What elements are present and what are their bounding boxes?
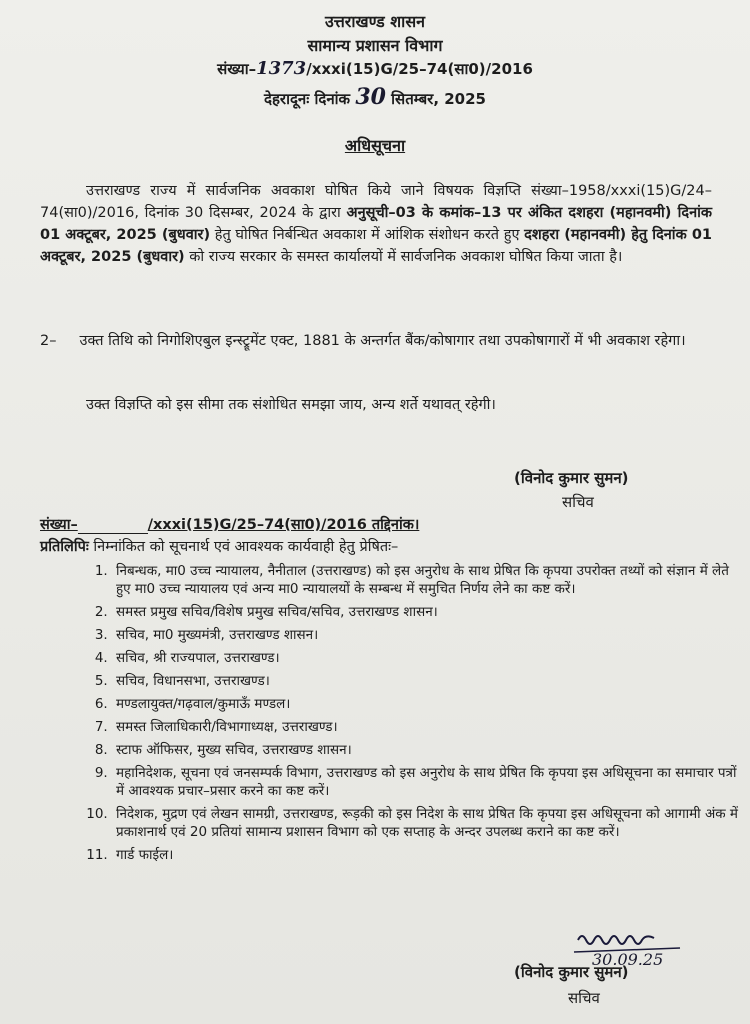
government-name: उत्तराखण्ड शासन [324,12,426,31]
date-prefix: देहरादूनः दिनांक [264,90,351,108]
handwritten-date-day: 30 [355,84,386,110]
recipient-item: 2. समस्त प्रमुख सचिव/विशेष प्रमुख सचिव/सचिव, उत्तराखण्ड शासन। [112,603,742,621]
reference-number [0,58,750,79]
recipient-list [82,562,742,869]
copy-to-label: प्रतिलिपिः [40,539,89,555]
recipient-item: 5. सचिव, विधानसभा, उत्तराखण्ड। [112,672,742,690]
recipient-item: 11. गार्ड फाईल। [112,846,742,864]
signatory-2-name: (विनोद कुमार सुमन) [514,963,629,981]
paragraph-1 [40,180,712,268]
department-name: सामान्य प्रशासन विभाग [307,36,443,55]
reference-prefix: संख्या– [217,60,257,78]
recipient-item: 8. स्टाफ ऑफिसर, मुख्य सचिव, उत्तराखण्ड शासन। [112,741,742,759]
signatory-name: (विनोद कुमार सुमन) [514,469,629,487]
recipient-item: 9. महानिदेशक, सूचना एवं जनसम्पर्क विभाग, उत्तराखण्ड को इस अनुरोध के साथ प्रेषित कि कृपया इस अधिसूचना का समाचार पत्रों में आवश्यक प्रचार–प्रसार करने का कष्ट करें। [112,764,742,800]
paragraph-1-text-c: को राज्य सरकार के समस्त कार्यालयों में सार्वजनिक अवकाश घोषित किया जाता है। [184,249,623,265]
recipient-item: 1. निबन्धक, मा0 उच्च न्यायालय, नैनीताल (उत्तराखण्ड) को इस अनुरोध के साथ प्रेषित कि कृपया उपरोक्त तथ्यों को संज्ञान में लेते हुए मा0 उच्च न्यायालय एवं अन्य मा0 न्यायालयों के सम्बन्ध में समुचित निर्णय लेने का कष्ट करें। [112,562,742,598]
recipient-item: 10. निदेशक, मुद्रण एवं लेखन सामग्री, उत्तराखण्ड, रूड़की को इस निदेश के साथ प्रेषित कि कृपया इस अधिसूचना को आगामी अंक में प्रकाशनार्थ एवं 20 प्रतियां सामान्य प्रशासन विभाग को एक सप्ताह के अन्दर उपलब्ध कराने का कष्ट करें। [112,805,742,841]
copy-to-line [40,536,720,556]
paragraph-1-text-a: उत्तराखण्ड राज्य में सार्वजनिक अवकाश घोषित किये जाने विषयक विज्ञप्ति संख्या–1958/xxxi(15)G/24–74(सा0)/2016, दिनांक 30 दिसम्बर, 2024 के द्वारा [40,183,712,221]
signatory-2-designation: सचिव [568,989,600,1007]
paragraph-1-bold-b: दशहरा (महानवमी) हेतु दिनांक 01 अक्टूबर, 2025 (बुधवार) [40,227,712,265]
blank-number-line [78,517,148,534]
paragraph-1-text-b: हेतु घोषित निर्बन्धित अवकाश में आंशिक संशोधन करते हुए [210,227,525,243]
endorsement-reference [40,514,480,534]
endorsement-ref-suffix: /xxxi(15)G/25–74(सा0)/2016 तद्दिनांक। [147,517,420,533]
recipient-item: 7. समस्त जिलाधिकारी/विभागाध्यक्ष, उत्तराखण्ड। [112,718,742,736]
recipient-item: 6. मण्डलायुक्त/गढ़वाल/कुमाऊँ मण्डल। [112,695,742,713]
issue-date [0,84,750,110]
recipient-item: 4. सचिव, श्री राज्यपाल, उत्तराखण्ड। [112,649,742,667]
endorsement-ref-label: संख्या– [40,517,78,533]
date-suffix: सितम्बर, 2025 [391,90,486,108]
handwritten-reference-number: 1373 [256,58,307,79]
reference-suffix: /xxxi(15)G/25–74(सा0)/2016 [306,60,533,78]
paragraph-3: उक्त विज्ञप्ति को इस सीमा तक संशोधित समझा जाय, अन्य शर्ते यथावत् रहेगी। [86,397,496,413]
document-title: अधिसूचना [344,136,406,155]
recipient-item: 3. सचिव, मा0 मुख्यमंत्री, उत्तराखण्ड शासन। [112,626,742,644]
paragraph-1-bold-a: अनुसूची–03 के कमांक–13 पर अंकित दशहरा (महानवमी) दिनांक 01 अक्टूबर, 2025 (बुधवार) [40,205,713,243]
paragraph-2: 2– उक्त तिथि को निगोशिएबुल इन्स्ट्रूमेंट एक्ट, 1881 के अन्तर्गत बैंक/कोषागार तथा उपकोषागारों में भी अवकाश रहेगा। [40,333,686,349]
signatory-designation: सचिव [562,493,594,511]
copy-to-text: निम्नांकित को सूचनार्थ एवं आवश्यक कार्यवाही हेतु प्रेषितः– [93,539,399,555]
handwritten-signature-date: 30.09.25 [592,950,664,969]
